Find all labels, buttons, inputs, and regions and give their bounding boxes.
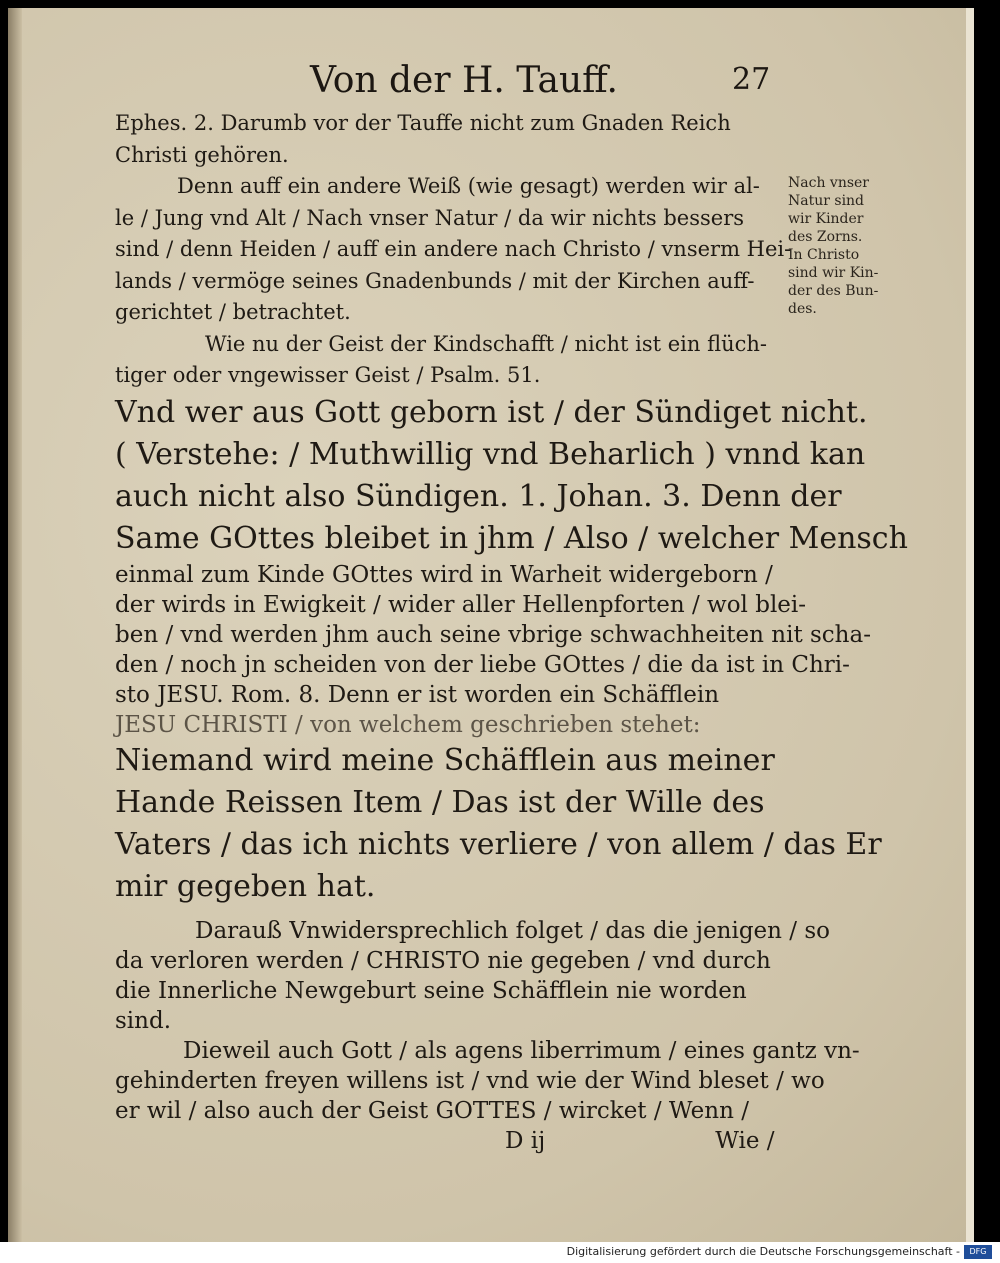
text-line: Ephes. 2. Darumb vor der Tauffe nicht zum Gnaden Reich xyxy=(115,111,731,135)
text-line: sind. xyxy=(115,1007,172,1034)
running-header xyxy=(8,60,974,110)
margin-note-line: des. xyxy=(788,301,817,317)
text-line: Christi gehören. xyxy=(115,142,289,167)
signature-catchword-line xyxy=(115,1126,790,1156)
margin-note-line: sind wir Kin- xyxy=(788,265,879,281)
text-line: le / Jung vnd Alt / Nach vnser Natur / da wir nichts bessers xyxy=(115,205,745,230)
text-line-large: mir gegeben hat. xyxy=(115,868,376,904)
text-line: gehinderten freyen willens ist / vnd wie der Wind bleset / wo xyxy=(115,1067,825,1094)
text-line: Wie nu der Geist der Kindschafft / nicht ist ein flüch- xyxy=(205,331,767,356)
text-line-large: Same GOttes bleibet in jhm / Also / welcher Mensch xyxy=(115,520,908,556)
text-line-large: Vnd wer aus Gott geborn ist / der Sündiget nicht. xyxy=(115,394,868,430)
margin-note-line: wir Kinder xyxy=(788,211,864,227)
text-line: Dieweil auch Gott / als agens liberrimum / eines gantz vn- xyxy=(183,1037,860,1064)
text-line-large: auch nicht also Sündigen. 1. Johan. 3. Denn der xyxy=(115,478,842,514)
margin-note xyxy=(788,174,914,318)
margin-note-line: Nach vnser xyxy=(788,175,869,191)
text-line: sind / denn Heiden / auff ein andere nach Christo / vnserm Hei- xyxy=(115,237,792,261)
text-line: die Innerliche Newgeburt seine Schäfflein nie worden xyxy=(115,977,747,1004)
text-line: JESU CHRISTI / von welchem geschrieben stehet: xyxy=(115,711,701,738)
margin-note-line: der des Bun- xyxy=(788,283,879,299)
text-line-large: ( Verstehe: / Muthwillig vnd Beharlich ) vnnd kan xyxy=(115,436,866,472)
catchword: Wie / xyxy=(715,1127,775,1154)
text-line: der wirds in Ewigkeit / wider aller Hellenpforten / wol blei- xyxy=(115,591,807,618)
text-line: da verloren werden / CHRISTO nie gegeben / vnd durch xyxy=(115,947,771,974)
text-line: den / noch jn scheiden von der liebe GOttes / die da ist in Chri- xyxy=(115,651,850,678)
dfg-logo: DFG xyxy=(964,1245,992,1259)
text-line: einmal zum Kinde GOttes wird in Warheit widergeborn / xyxy=(115,561,773,588)
signature-mark: D ij xyxy=(505,1127,546,1154)
paragraph-gap xyxy=(115,908,790,916)
funding-notice: Digitalisierung gefördert durch die Deutsche Forschungsgemeinschaft - xyxy=(566,1245,960,1258)
page-edge xyxy=(966,8,974,1242)
binding-shadow xyxy=(8,8,22,1242)
text-line: tiger oder vngewisser Geist / Psalm. 51. xyxy=(115,363,541,387)
text-line-large: Niemand wird meine Schäfflein aus meiner xyxy=(115,742,775,778)
text-line: Denn auff ein andere Weiß (wie gesagt) werden wir al- xyxy=(177,174,760,198)
margin-note-line: Natur sind xyxy=(788,193,865,209)
text-line: er wil / also auch der Geist GOTTES / wircket / Wenn / xyxy=(115,1097,749,1124)
text-line: sto JESU. Rom. 8. Denn er ist worden ein Schäfflein xyxy=(115,681,720,708)
running-title: Von der H. Tauff. xyxy=(310,60,618,101)
margin-note-line: des Zorns. xyxy=(788,229,863,245)
text-line: gerichtet / betrachtet. xyxy=(115,300,351,324)
scanned-page xyxy=(8,8,974,1242)
page-number: 27 xyxy=(732,62,771,97)
footer-bar xyxy=(0,1242,1000,1263)
text-line: Darauß Vnwidersprechlich folget / das die jenigen / so xyxy=(195,917,830,944)
text-line: lands / vermöge seines Gnadenbunds / mit der Kirchen auff- xyxy=(115,268,755,293)
text-line-large: Hande Reissen Item / Das ist der Wille des xyxy=(115,784,765,820)
text-line: ben / vnd werden jhm auch seine vbrige schwachheiten nit scha- xyxy=(115,621,871,648)
margin-note-line: In Christo xyxy=(788,247,860,263)
text-line-large: Vaters / das ich nichts verliere / von allem / das Er xyxy=(115,826,882,862)
